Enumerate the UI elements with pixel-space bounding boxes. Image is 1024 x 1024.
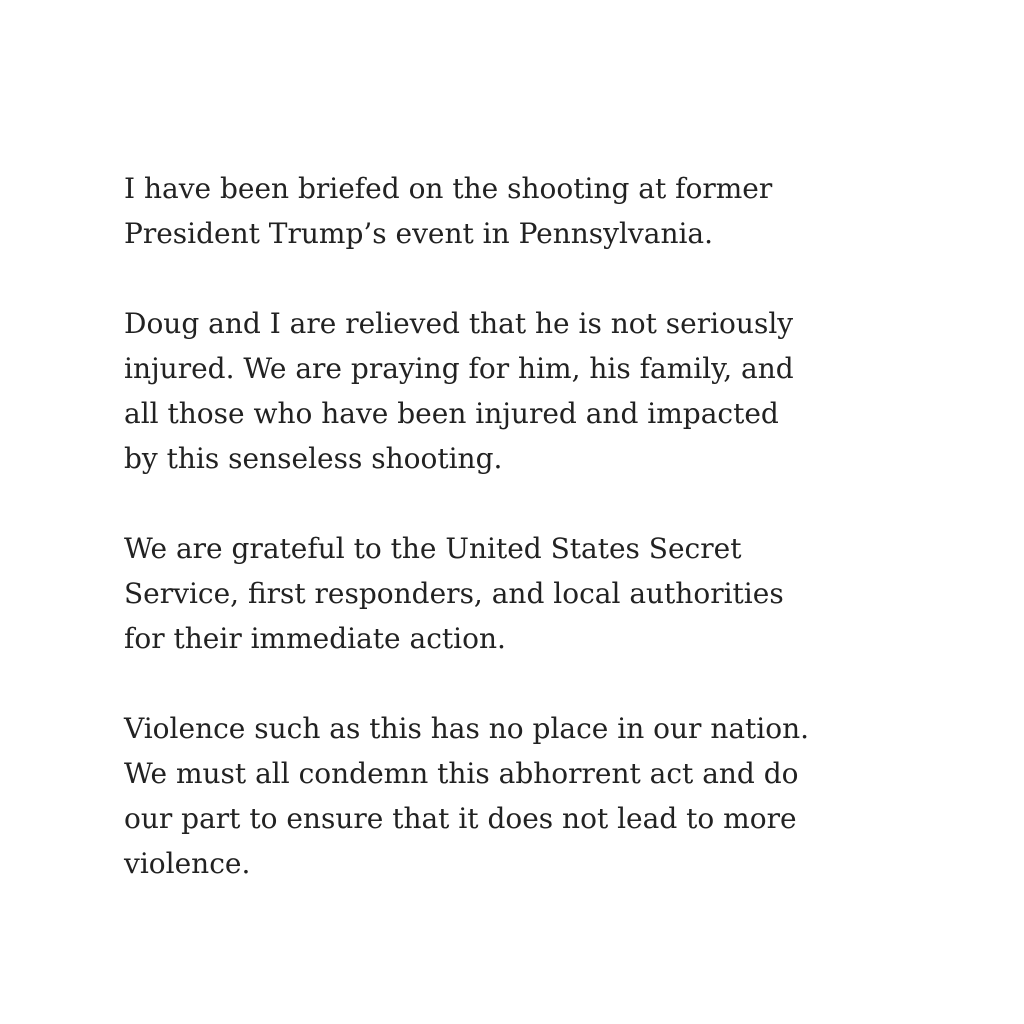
text-line: by this senseless shooting. [124,442,503,475]
text-line: We must all condemn this abhorrent act and do [124,757,799,790]
text-line: We are grateful to the United States Secret [124,532,742,565]
text-line: Service, first responders, and local authorities [124,577,784,610]
text-line: Violence such as this has no place in our nation. [124,712,810,745]
statement-text [124,166,924,886]
text-line: violence. [124,847,251,880]
text-line: for their immediate action. [124,622,506,655]
paragraph-grateful [124,526,924,661]
text-line: President Trump’s event in Pennsylvania. [124,217,714,250]
text-line: injured. We are praying for him, his family, and [124,352,794,385]
text-line: I have been briefed on the shooting at former [124,172,773,205]
text-line: all those who have been injured and impacted [124,397,779,430]
text-line: our part to ensure that it does not lead to more [124,802,797,835]
paragraph-briefed [124,166,924,256]
paragraph-violence [124,706,924,886]
paragraph-relieved [124,301,924,481]
text-line: Doug and I are relieved that he is not seriously [124,307,794,340]
